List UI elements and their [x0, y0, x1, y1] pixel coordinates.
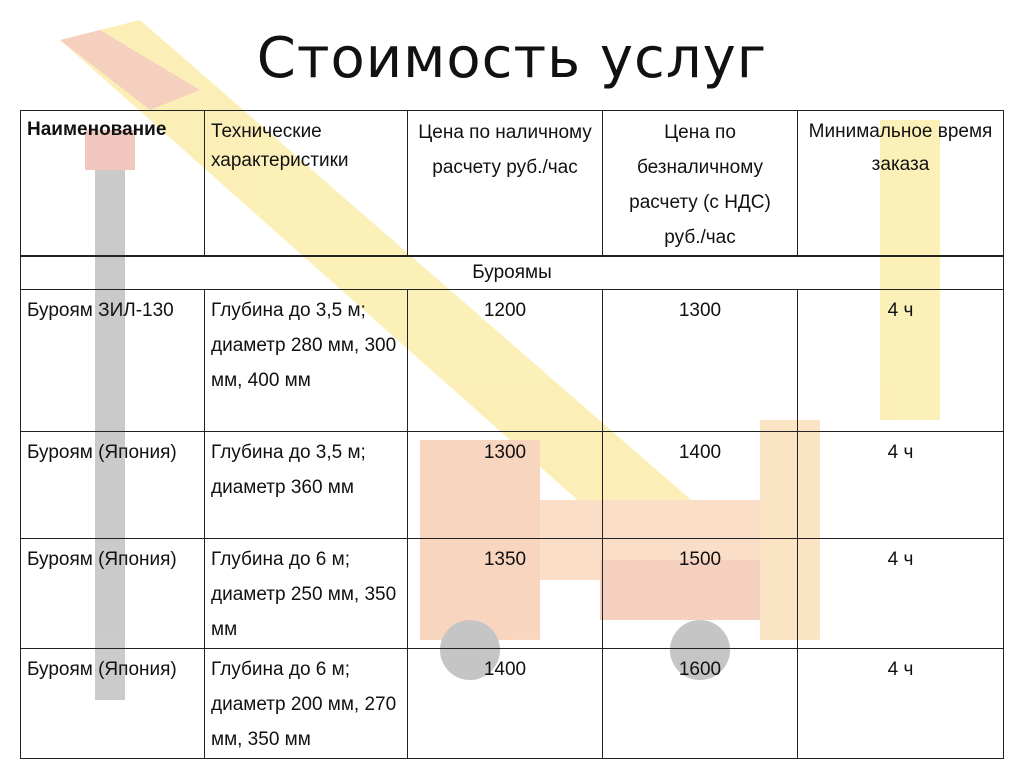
header-specs: Технические характеристики	[205, 111, 408, 257]
cell-name: Буроям (Япония)	[21, 539, 205, 649]
cell-name: Буроям (Япония)	[21, 649, 205, 759]
cell-min-time: 4 ч	[798, 290, 1004, 432]
cell-name: Буроям (Япония)	[21, 432, 205, 539]
cell-name: Буроям ЗИЛ-130	[21, 290, 205, 432]
cell-cash-price: 1400	[408, 649, 603, 759]
cell-noncash-price: 1500	[603, 539, 798, 649]
cell-specs: Глубина до 3,5 м; диаметр 280 мм, 300 мм, 400 мм	[205, 290, 408, 432]
section-heading: Буроямы	[21, 256, 1004, 290]
cell-specs: Глубина до 6 м; диаметр 200 мм, 270 мм, 350 мм	[205, 649, 408, 759]
header-noncash-price: Цена по безналичному расчету (с НДС) руб./час	[603, 111, 798, 257]
page-title: Стоимость услуг	[256, 26, 768, 91]
cell-min-time: 4 ч	[798, 432, 1004, 539]
table-row	[21, 539, 1004, 649]
header-cash-price: Цена по наличному расчету руб./час	[408, 111, 603, 257]
cell-min-time: 4 ч	[798, 649, 1004, 759]
header-name: Наименование	[21, 111, 205, 257]
table-row	[21, 649, 1004, 759]
cell-specs: Глубина до 6 м; диаметр 250 мм, 350 мм	[205, 539, 408, 649]
table-row	[21, 290, 1004, 432]
cell-specs: Глубина до 3,5 м; диаметр 360 мм	[205, 432, 408, 539]
table-row	[21, 432, 1004, 539]
cell-noncash-price: 1300	[603, 290, 798, 432]
header-min-time: Минимальное время заказа	[798, 111, 1004, 257]
cell-noncash-price: 1600	[603, 649, 798, 759]
cell-noncash-price: 1400	[603, 432, 798, 539]
table-header	[20, 110, 1004, 257]
cell-cash-price: 1300	[408, 432, 603, 539]
price-table	[20, 255, 1004, 759]
cell-cash-price: 1200	[408, 290, 603, 432]
cell-cash-price: 1350	[408, 539, 603, 649]
cell-min-time: 4 ч	[798, 539, 1004, 649]
